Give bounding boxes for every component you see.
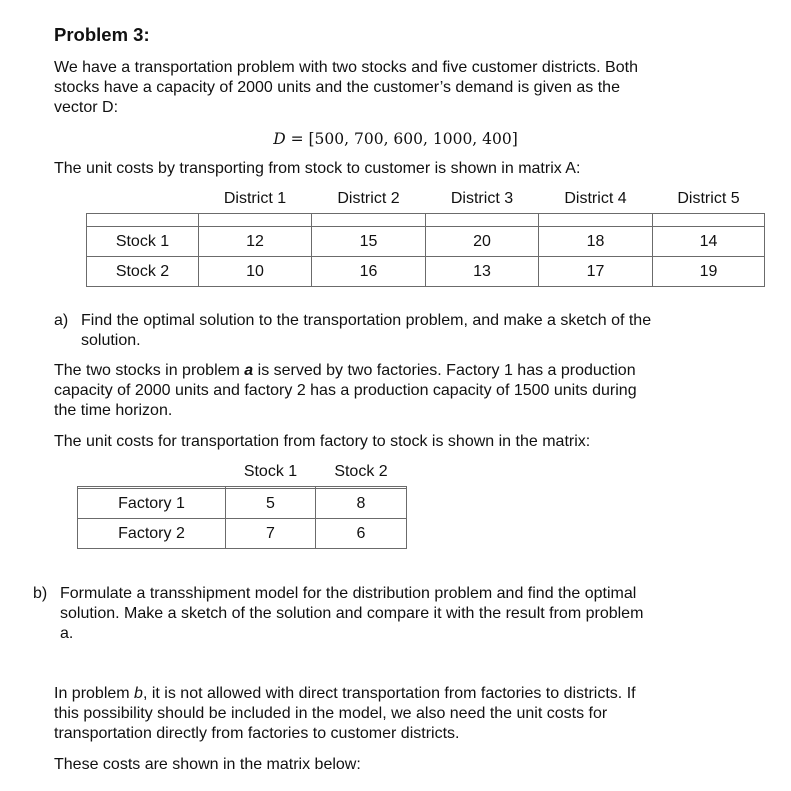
intro-paragraph <box>54 58 638 118</box>
matrix-a-caption: The unit costs by transporting from stock to customer is shown in matrix A: <box>54 160 581 177</box>
column-header: District 5 <box>677 189 740 207</box>
matrix-b-caption: The unit costs for transportation from factory to stock is shown in the matrix: <box>54 433 591 450</box>
problem-title: Problem 3: <box>54 24 150 45</box>
intro-line: stocks have a capacity of 2000 units and the customer’s demand is given as the <box>54 79 620 96</box>
cost-cell: 14 <box>653 227 765 257</box>
table-row <box>78 489 407 519</box>
cost-cell: 20 <box>426 227 539 257</box>
question-b-text: Formulate a transshipment model for the distribution problem and find the optimal <box>60 585 637 602</box>
row-label: Factory 2 <box>78 519 226 549</box>
intro-line: vector D: <box>54 99 119 116</box>
table-row <box>87 257 765 287</box>
matrix-b-table <box>77 457 407 549</box>
column-header: District 2 <box>337 189 400 207</box>
cost-cell: 7 <box>226 519 316 549</box>
table-row <box>87 227 765 257</box>
cost-cell: 13 <box>426 257 539 287</box>
column-header: Stock 1 <box>243 462 298 480</box>
closing-line: These costs are shown in the matrix below: <box>54 756 361 773</box>
cost-cell: 8 <box>316 489 407 519</box>
column-header: Stock 2 <box>334 462 388 480</box>
corner-cell <box>87 184 199 214</box>
formula-equals: = <box>290 130 304 148</box>
problem-reference: b <box>134 685 143 702</box>
column-header: District 1 <box>223 189 287 207</box>
direct-transport-paragraph <box>54 684 636 744</box>
cost-cell: 10 <box>199 257 312 287</box>
cost-cell: 15 <box>312 227 426 257</box>
factories-line: The two stocks in problem a is served by two factories. Factory 1 has a production <box>54 362 636 379</box>
column-header: District 3 <box>450 189 514 207</box>
table-row <box>78 519 407 549</box>
formula-vector: [500, 700, 600, 1000, 400] <box>308 130 518 148</box>
cost-cell: 5 <box>226 489 316 519</box>
row-label: Stock 2 <box>87 257 199 287</box>
row-label: Factory 1 <box>78 489 226 519</box>
demand-vector-formula <box>0 130 791 148</box>
question-a <box>54 311 651 351</box>
cost-cell: 6 <box>316 519 407 549</box>
factories-paragraph <box>54 361 637 421</box>
table-header-row <box>78 457 407 487</box>
question-b-marker: b) <box>33 585 48 602</box>
factories-line: the time horizon. <box>54 402 173 419</box>
table-header-row <box>87 184 765 214</box>
question-b-text: a. <box>60 625 74 642</box>
direct-line: transportation directly from factories to customer districts. <box>54 725 460 742</box>
cost-cell: 18 <box>539 227 653 257</box>
table-spacer-row <box>87 214 765 227</box>
intro-line: We have a transportation problem with two stocks and five customer districts. Both <box>54 59 638 76</box>
direct-line: this possibility should be included in the model, we also need the unit costs for <box>54 705 608 722</box>
cost-cell: 17 <box>539 257 653 287</box>
column-header: District 4 <box>564 189 627 207</box>
corner-cell <box>78 457 226 487</box>
cost-cell: 12 <box>199 227 312 257</box>
direct-line: In problem b, it is not allowed with direct transportation from factories to districts. If <box>54 685 636 702</box>
question-b <box>33 584 643 644</box>
factories-line: capacity of 2000 units and factory 2 has a production capacity of 1500 units during <box>54 382 637 399</box>
problem-reference: a <box>244 362 254 379</box>
matrix-a-table <box>86 184 765 287</box>
question-b-text: solution. Make a sketch of the solution and compare it with the result from problem <box>60 605 644 622</box>
cost-cell: 16 <box>312 257 426 287</box>
question-a-text: solution. <box>81 332 141 349</box>
cost-cell: 19 <box>653 257 765 287</box>
row-label: Stock 1 <box>87 227 199 257</box>
formula-variable: D <box>273 130 286 148</box>
question-a-marker: a) <box>54 312 69 329</box>
question-a-text: Find the optimal solution to the transportation problem, and make a sketch of the <box>81 312 652 329</box>
